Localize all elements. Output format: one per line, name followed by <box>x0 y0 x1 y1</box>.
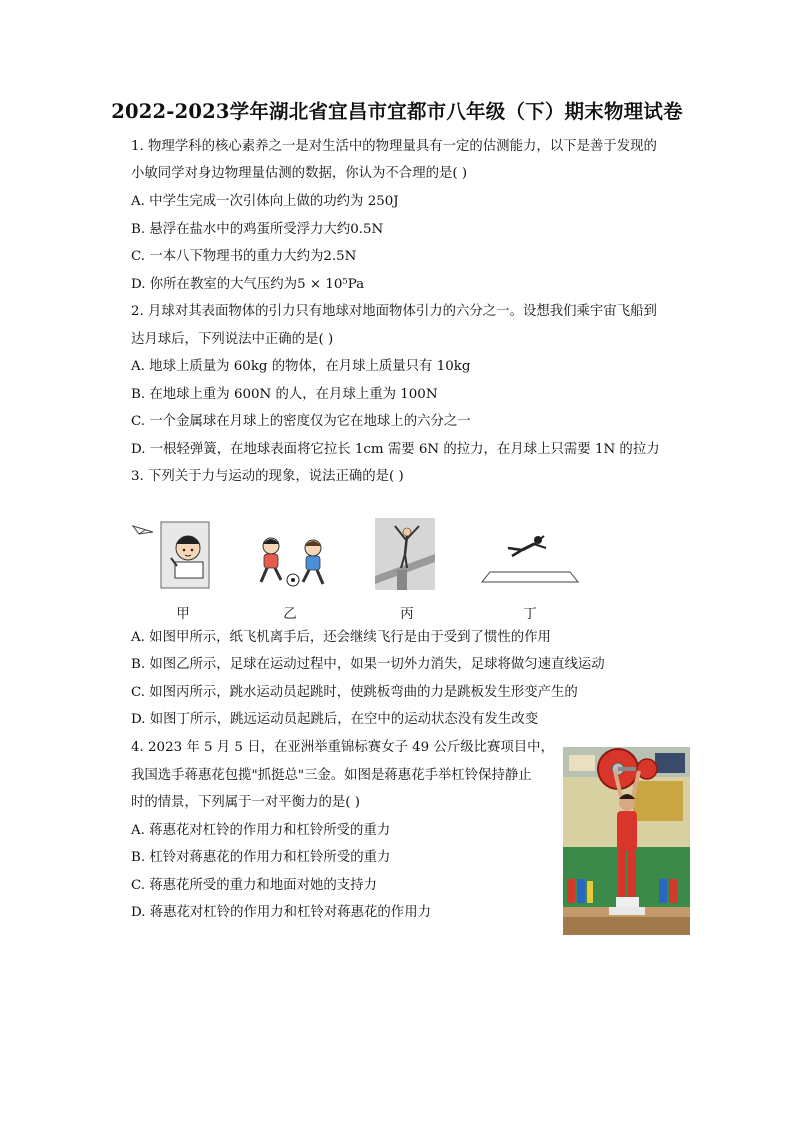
question-2-option-c: C. 一个金属球在月球上的密度仅为它在地球上的六分之一 <box>131 414 471 429</box>
question-4-option-b: B. 杠铃对蒋惠花的作用力和杠铃所受的重力 <box>131 850 391 865</box>
figure-ding-long-jump-image <box>478 530 582 586</box>
question-1-option-d: D. 你所在教室的大气压约为5 × 10⁵Pa <box>131 277 365 292</box>
question-3-stem: 3. 下列关于力与运动的现象，说法正确的是( ) <box>131 469 404 484</box>
question-2-option-b: B. 在地球上重为 600N 的人，在月球上重为 100N <box>131 387 438 402</box>
question-4-option-c: C. 蒋惠花所受的重力和地面对她的支持力 <box>131 878 377 893</box>
question-4-stem-line-1: 4. 2023 年 5 月 5 日，在亚洲举重锦标赛女子 49 公斤级比赛项目中， <box>131 740 554 755</box>
question-1-option-b: B. 悬浮在盐水中的鸡蛋所受浮力大约0.5N <box>131 222 384 237</box>
question-3-option-b: B. 如图乙所示，足球在运动过程中，如果一切外力消失，足球将做匀速直线运动 <box>131 657 605 672</box>
question-1-option-c: C. 一本八下物理书的重力大约为2.5N <box>131 249 357 264</box>
figure-label-ding: 丁 <box>523 607 537 622</box>
figure-label-bing: 丙 <box>400 607 414 622</box>
question-4-stem-line-2: 我国选手蒋惠花包揽"抓挺总"三金。如图是蒋惠花手举杠铃保持静止 <box>131 768 532 783</box>
question-2-option-a: A. 地球上质量为 60kg 的物体，在月球上质量只有 10kg <box>131 359 471 374</box>
question-1-option-a: A. 中学生完成一次引体向上做的功约为 250J <box>131 194 399 209</box>
figure-jia-paper-plane-image <box>131 518 211 592</box>
question-2-option-d: D. 一根轻弹簧，在地球表面将它拉长 1cm 需要 6N 的拉力，在月球上只需要 1N 的拉力 <box>131 442 660 457</box>
figure-bing-diving-image <box>375 518 435 590</box>
figure-label-jia: 甲 <box>176 607 190 622</box>
figure-yi-football-image <box>253 536 335 588</box>
question-4-option-a: A. 蒋惠花对杠铃的作用力和杠铃所受的重力 <box>131 823 391 838</box>
question-3-option-c: C. 如图丙所示，跳水运动员起跳时，使跳板弯曲的力是跳板发生形变产生的 <box>131 685 578 700</box>
question-1-stem-line-1: 1. 物理学科的核心素养之一是对生活中的物理量具有一定的估测能力，以下是善于发现的 <box>131 139 657 154</box>
weightlifter-photo-image <box>563 747 690 935</box>
question-4-option-d: D. 蒋惠花对杠铃的作用力和杠铃对蒋惠花的作用力 <box>131 905 431 920</box>
question-4-stem-line-3: 时的情景，下列属于一对平衡力的是( ) <box>131 795 360 810</box>
question-3-option-d: D. 如图丁所示，跳远运动员起跳后，在空中的运动状态没有发生改变 <box>131 712 539 727</box>
question-1-stem-line-2: 小敏同学对身边物理量估测的数据，你认为不合理的是( ) <box>131 166 468 181</box>
question-3-option-a: A. 如图甲所示，纸飞机离手后，还会继续飞行是由于受到了惯性的作用 <box>131 630 551 645</box>
figure-label-yi: 乙 <box>283 607 297 622</box>
page-title: 2022-2023学年湖北省宜昌市宜都市八年级（下）期末物理试卷 <box>111 100 683 123</box>
question-2-stem-line-1: 2. 月球对其表面物体的引力只有地球对地面物体引力的六分之一。设想我们乘宇宙飞船到 <box>131 304 657 319</box>
question-2-stem-line-2: 达月球后，下列说法中正确的是( ) <box>131 332 334 347</box>
